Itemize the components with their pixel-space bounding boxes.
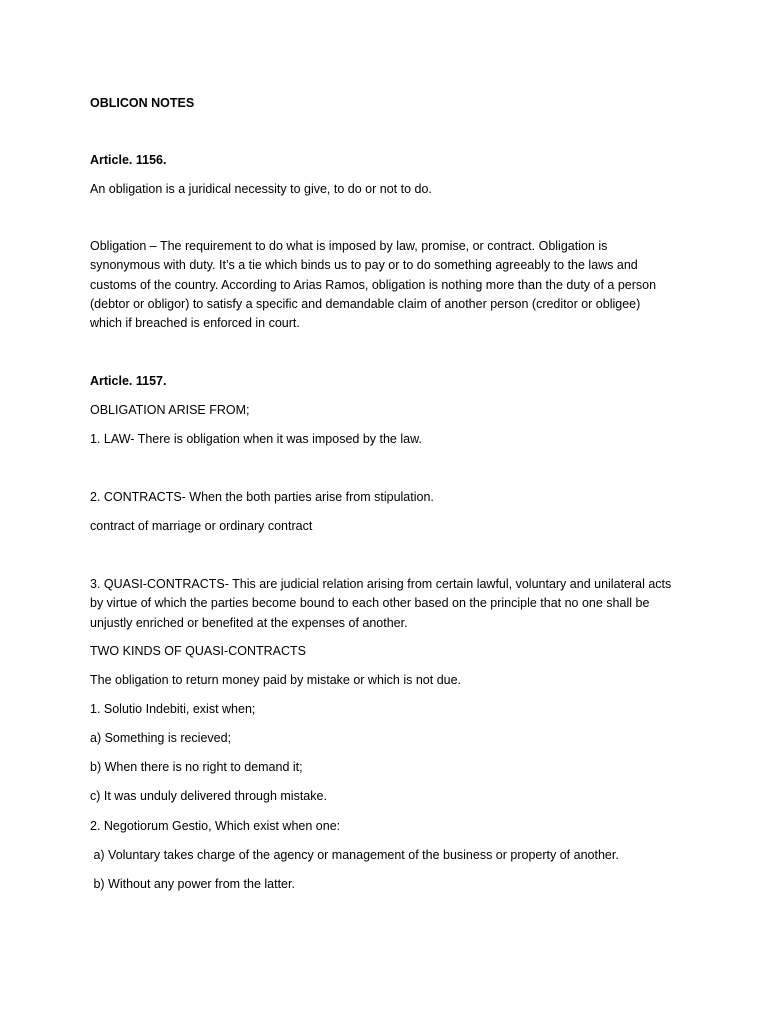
negotiorum-gestio-heading: 2. Negotiorum Gestio, Which exist when one:	[90, 819, 341, 833]
solutio-item-a: a) Something is recieved;	[90, 731, 232, 745]
obligation-definition-paragraph: Obligation – The requirement to do what is imposed by law, promise, or contract. Obligation is synonymous with duty. It’s a tie which binds us to pay or to do something agreeably to the laws and customs of the country. According to Arias Ramos, obligation is nothing more than the duty of a person (debtor or obligor) to satisfy a specific and demandable claim of another person (creditor or obligee) which if breached is enforced in court.	[90, 239, 657, 331]
source-quasi-contracts-paragraph: 3. QUASI-CONTRACTS- This are judicial relation arising from certain lawful, voluntary and unilateral acts by virtue of which the parties become bound to each other based on the principle that no one shall be unjustly enriched or benefited at the expenses of another.	[90, 577, 672, 630]
document-title: OBLICON NOTES	[90, 96, 195, 110]
contracts-note: contract of marriage or ordinary contract	[90, 519, 313, 533]
source-law-item: 1. LAW- There is obligation when it was imposed by the law.	[90, 432, 422, 446]
article-1157-heading: Article. 1157.	[90, 374, 167, 388]
solutio-indebiti-heading: 1. Solutio Indebiti, exist when;	[90, 702, 256, 716]
solutio-item-c: c) It was unduly delivered through mistake.	[90, 789, 327, 803]
negotiorum-item-b: b) Without any power from the latter.	[90, 877, 295, 891]
solutio-item-b: b) When there is no right to demand it;	[90, 760, 303, 774]
source-contracts-item: 2. CONTRACTS- When the both parties arise from stipulation.	[90, 490, 434, 504]
article-1156-heading: Article. 1156.	[90, 153, 167, 167]
return-money-text: The obligation to return money paid by mistake or which is not due.	[90, 673, 462, 687]
article-1156-text: An obligation is a juridical necessity to give, to do or not to do.	[90, 182, 432, 196]
negotiorum-item-a: a) Voluntary takes charge of the agency or management of the business or property of another.	[90, 848, 619, 862]
two-kinds-heading: TWO KINDS OF QUASI-CONTRACTS	[90, 644, 306, 658]
obligation-sources-heading: OBLIGATION ARISE FROM;	[90, 403, 250, 417]
